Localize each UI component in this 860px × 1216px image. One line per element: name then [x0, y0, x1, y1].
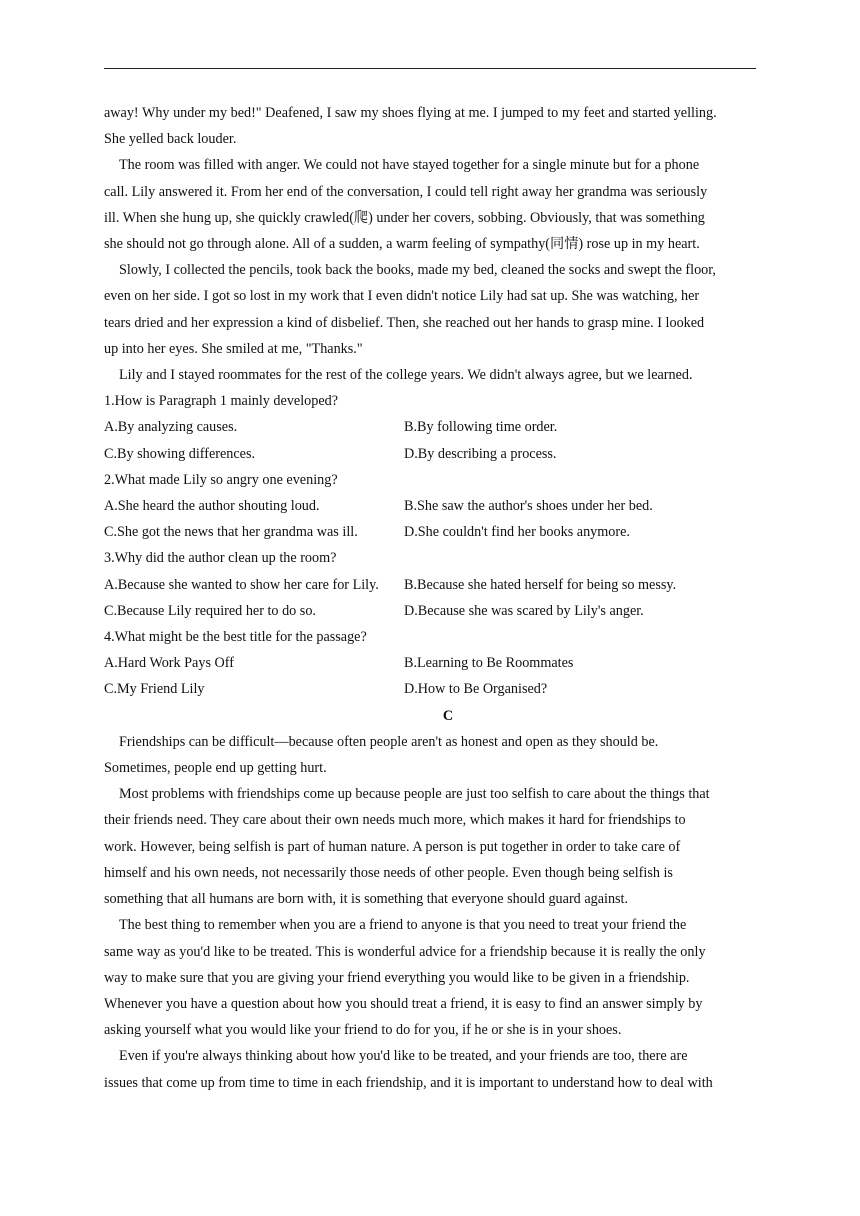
section-heading: C: [442, 707, 454, 724]
header-rule: [104, 68, 756, 69]
passage-b-paragraph: [104, 257, 764, 362]
option-row: [104, 572, 764, 598]
text-line: their friends need. They care about their own needs much more, which makes it hard for friendships to: [104, 812, 686, 829]
text-line: issues that come up from time to time in each friendship, and it is important to understand how to deal with: [104, 1074, 713, 1091]
document-body: [104, 100, 764, 1096]
option-c: C.She got the news that her grandma was ill.: [104, 524, 358, 541]
text-line: Slowly, I collected the pencils, took back the books, made my bed, cleaned the socks and swept the floor,: [119, 262, 716, 279]
text-line: call. Lily answered it. From her end of the conversation, I could tell right away her grandma was seriously: [104, 183, 708, 200]
text-line: tears dried and her expression a kind of disbelief. Then, she reached out her hands to grasp mine. I looked: [104, 314, 705, 331]
option-b: B.Because she hated herself for being so messy.: [404, 576, 677, 593]
question-block: [104, 624, 764, 703]
option-d: D.She couldn't find her books anymore.: [404, 524, 630, 541]
text-line: she should not go through alone. All of a sudden, a warm feeling of sympathy(同情) rose up in my heart.: [104, 236, 700, 253]
text-line: Friendships can be difficult—because often people aren't as honest and open as they should be.: [119, 733, 659, 750]
passage-c-paragraph: [104, 729, 764, 781]
option-row: [104, 598, 764, 624]
text-line: work. However, being selfish is part of human nature. A person is put together in order to take care of: [104, 838, 681, 855]
option-d: D.How to Be Organised?: [404, 681, 548, 698]
option-row: [104, 650, 764, 676]
option-b: B.By following time order.: [404, 419, 558, 436]
option-a: A.Because she wanted to show her care for Lily.: [104, 576, 379, 593]
text-line: Lily and I stayed roommates for the rest of the college years. We didn't always agree, but we learned.: [119, 367, 693, 384]
text-line: away! Why under my bed!" Deafened, I saw my shoes flying at me. I jumped to my feet and started yelling.: [104, 105, 717, 121]
question-stem: 3.Why did the author clean up the room?: [104, 550, 337, 567]
option-c: C.Because Lily required her to do so.: [104, 602, 316, 619]
text-line: Even if you're always thinking about how you'd like to be treated, and your friends are too, there are: [119, 1048, 688, 1065]
passage-c-paragraph: [104, 1043, 764, 1095]
option-row: [104, 414, 764, 440]
option-row: [104, 493, 764, 519]
text-line: ill. When she hung up, she quickly crawled(爬) under her covers, sobbing. Obviously, that was something: [104, 209, 705, 226]
option-a: A.By analyzing causes.: [104, 419, 238, 436]
text-line: Whenever you have a question about how you should treat a friend, it is easy to find an answer simply by: [104, 995, 703, 1012]
text-line: The best thing to remember when you are a friend to anyone is that you need to treat your friend the: [119, 917, 687, 934]
passage-c-paragraph: [104, 781, 764, 912]
passage-b-paragraph: [104, 152, 764, 257]
passage-c-paragraph: [104, 912, 764, 1043]
text-line: same way as you'd like to be treated. This is wonderful advice for a friendship because it is really the only: [104, 943, 706, 960]
text-line: even on her side. I got so lost in my work that I even didn't notice Lily had sat up. She was watching, her: [104, 288, 700, 305]
option-c: C.My Friend Lily: [104, 681, 205, 698]
option-a: A.She heard the author shouting loud.: [104, 498, 320, 515]
question-stem: 2.What made Lily so angry one evening?: [104, 471, 338, 488]
text-line: She yelled back louder.: [104, 131, 237, 148]
question-block: [104, 388, 764, 467]
question-stem: 4.What might be the best title for the passage?: [104, 629, 367, 646]
option-d: D.By describing a process.: [404, 445, 557, 462]
text-line: himself and his own needs, not necessarily those needs of other people. Even though being selfish is: [104, 864, 673, 881]
text-line: way to make sure that you are giving your friend everything you would like to be given in a friendship.: [104, 969, 690, 986]
option-row: [104, 676, 764, 702]
question-block: [104, 545, 764, 624]
text-line: Sometimes, people end up getting hurt.: [104, 760, 327, 777]
option-a: A.Hard Work Pays Off: [104, 655, 234, 672]
passage-b-paragraph: [104, 100, 764, 152]
option-d: D.Because she was scared by Lily's anger.: [404, 602, 644, 619]
text-line: asking yourself what you would like your friend to do for you, if he or she is in your shoes.: [104, 1022, 622, 1039]
option-row: [104, 441, 764, 467]
text-line: The room was filled with anger. We could not have stayed together for a single minute but for a phone: [119, 157, 700, 174]
text-line: up into her eyes. She smiled at me, "Thanks.": [104, 340, 363, 357]
option-row: [104, 519, 764, 545]
option-b: B.Learning to Be Roommates: [404, 655, 574, 672]
option-c: C.By showing differences.: [104, 445, 256, 462]
option-b: B.She saw the author's shoes under her bed.: [404, 498, 653, 515]
text-line: something that all humans are born with, it is something that everyone should guard against.: [104, 891, 629, 908]
question-block: [104, 467, 764, 546]
question-stem: 1.How is Paragraph 1 mainly developed?: [104, 393, 339, 410]
text-line: Most problems with friendships come up because people are just too selfish to care about the things that: [119, 786, 710, 803]
passage-b-paragraph: [104, 362, 764, 388]
